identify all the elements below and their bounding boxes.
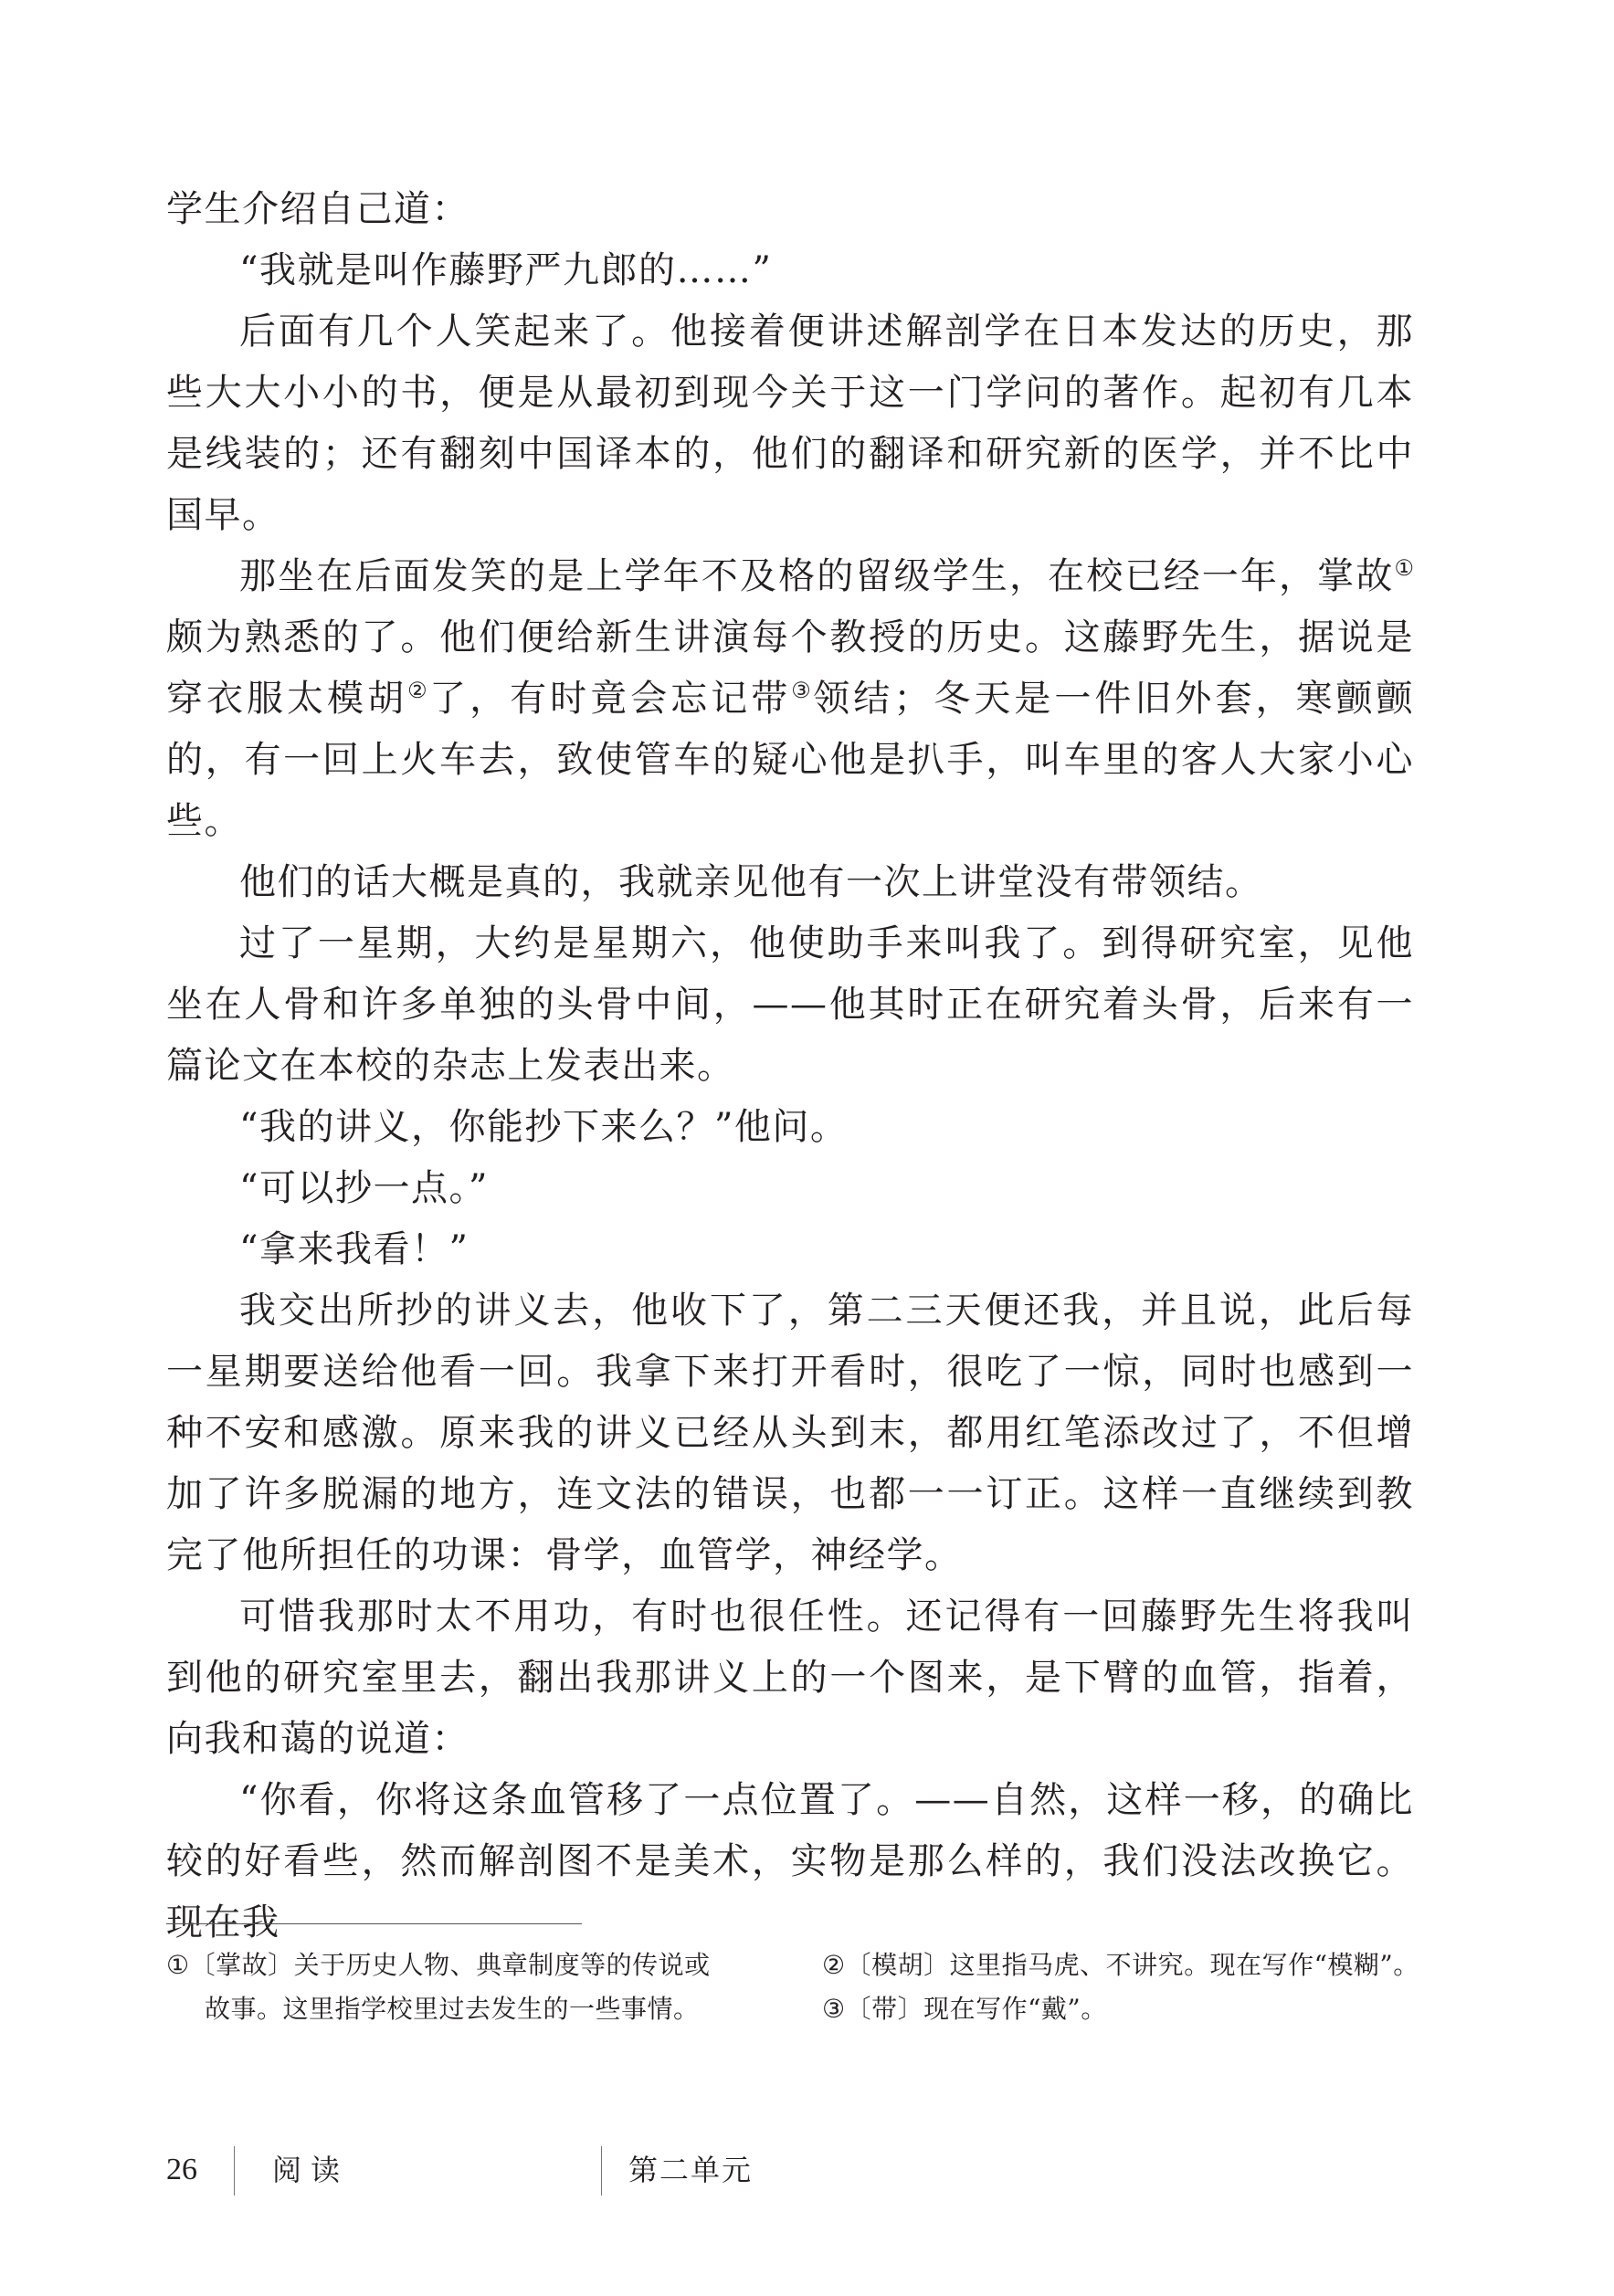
footer-unit-label: 第二单元 xyxy=(628,2153,754,2187)
paragraph-text: 颇为熟悉的了。他们便给新生讲演每个教授的历史。这藤野先生，据说是穿衣服太模胡 xyxy=(166,616,1414,720)
main-text xyxy=(166,179,1414,1954)
paragraph xyxy=(166,1770,1414,1954)
footnote-3-number: ③ xyxy=(822,1994,846,2024)
paragraph xyxy=(166,1158,1414,1219)
footnote-ref: ② xyxy=(407,678,430,703)
paragraph xyxy=(166,913,1414,1097)
paragraph-text: “可以抄一点。” xyxy=(239,1167,489,1209)
footnote-ref: ① xyxy=(1394,555,1414,581)
paragraph xyxy=(166,852,1414,913)
footer-divider-left xyxy=(234,2146,235,2196)
footnote-1-text-line1: 〔掌故〕关于历史人物、典章制度等的传说或 xyxy=(189,1950,711,1980)
paragraph xyxy=(166,301,1414,546)
paragraph-text: “我的讲义，你能抄下来么？”他问。 xyxy=(239,1106,849,1148)
footer-section-label: 阅读 xyxy=(272,2153,350,2187)
page-footer xyxy=(0,2144,1614,2199)
footnote-1-number: ① xyxy=(166,1950,190,1980)
paragraph-text: “你看，你将这条血管移了一点位置了。——自然，这样一移，的确比较的好看些，然而解剖图不是美术，实物是那么样的，我们没法改换它。现在我 xyxy=(166,1779,1414,1943)
paragraph xyxy=(166,179,1414,240)
paragraph-text: 过了一星期，大约是星期六，他使助手来叫我了。到得研究室，见他坐在人骨和许多单独的头骨中间，——他其时正在研究着头骨，后来有一篇论文在本校的杂志上发表出来。 xyxy=(166,922,1414,1087)
paragraph-text: 他们的话大概是真的，我就亲见他有一次上讲堂没有带领结。 xyxy=(239,861,1263,903)
paragraph-text: 后面有几个人笑起来了。他接着便讲述解剖学在日本发达的历史，那些大大小小的书，便是从最初到现今关于这一门学问的著作。起初有几本是线装的；还有翻刻中国译本的，他们的翻译和研究新的医学，并不比中国早。 xyxy=(166,311,1414,536)
paragraph xyxy=(166,240,1414,301)
footnote-1-text-line2: 故事。这里指学校里过去发生的一些事情。 xyxy=(205,1994,700,2024)
page-number: 26 xyxy=(166,2153,197,2186)
paragraph-text: “我就是叫作藤野严九郎的……” xyxy=(239,249,773,291)
footnote-divider xyxy=(166,1923,582,1924)
footnote-1 xyxy=(166,1943,769,2031)
paragraph xyxy=(166,1097,1414,1158)
paragraph xyxy=(166,1219,1414,1280)
paragraph-text: 我交出所抄的讲义去，他收下了，第二三天便还我，并且说，此后每一星期要送给他看一回。我拿下来打开看时，很吃了一惊，同时也感到一种不安和感激。原来我的讲义已经从头到末，都用红笔添改过了，不但增加了许多脱漏的地方，连文法的错误，也都一一订正。这样一直继续到教完了他所担任的功课：骨学，血管学，神经学。 xyxy=(166,1290,1414,1576)
paragraph-text: 学生介绍自己道： xyxy=(166,188,469,230)
paragraph-text: 那坐在后面发笑的是上学年不及格的留级学生，在校已经一年，掌故 xyxy=(239,555,1395,597)
paragraph-text: 了，有时竟会忘记带 xyxy=(429,678,792,720)
paragraph xyxy=(166,1280,1414,1586)
footnote-ref: ③ xyxy=(791,678,814,703)
footnote-2-text: 〔模胡〕这里指马虎、不讲究。现在写作“模糊”。 xyxy=(845,1950,1419,1980)
footnote-3-text: 〔带〕现在写作“戴”。 xyxy=(845,1994,1107,2024)
paragraph xyxy=(166,1586,1414,1770)
footnote-2-number: ② xyxy=(822,1950,846,1980)
footnote-2 xyxy=(822,1943,1461,1987)
footnote-3 xyxy=(822,1987,1461,2031)
paragraph-text: 可惜我那时太不用功，有时也很任性。还记得有一回藤野先生将我叫到他的研究室里去，翻出我那讲义上的一个图来，是下臂的血管，指着，向我和蔼的说道： xyxy=(166,1596,1414,1760)
paragraph-text: “拿来我看！” xyxy=(239,1228,469,1270)
paragraph-text: 领结；冬天是一件旧外套，寒颤颤的，有一回上火车去，致使管车的疑心他是扒手，叫车里的客人大家小心些。 xyxy=(166,678,1415,842)
footer-divider-right xyxy=(601,2146,602,2196)
paragraph xyxy=(166,546,1414,852)
